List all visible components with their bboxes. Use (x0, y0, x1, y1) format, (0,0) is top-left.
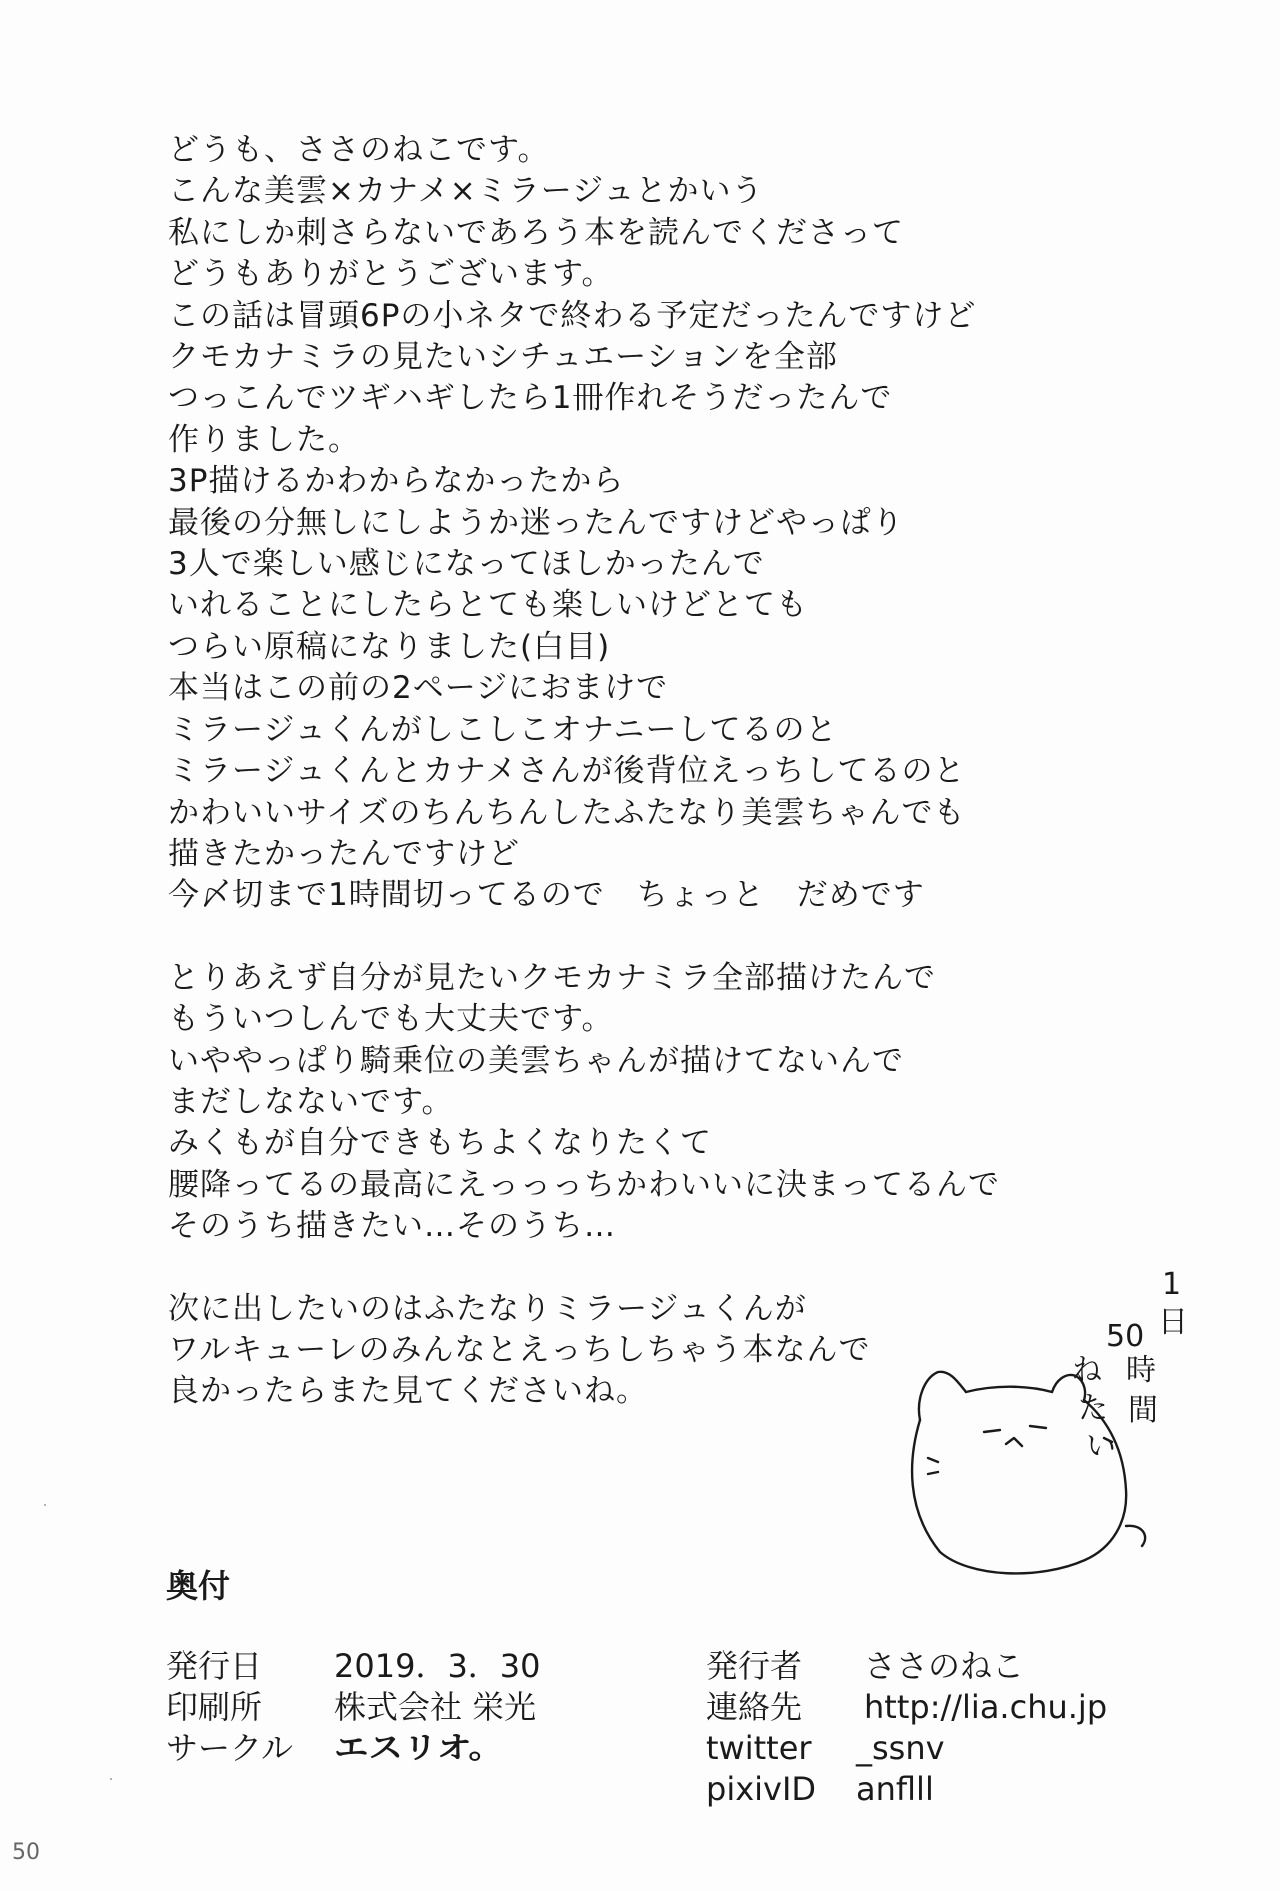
text-line: いややっぱり騎乗位の美雲ちゃんが描けてないんで (168, 1042, 904, 1079)
colophon-value: _ssnv (856, 1729, 945, 1767)
doodle-note-char: 50 (1106, 1319, 1145, 1354)
colophon-label: 印刷所 (166, 1688, 263, 1726)
colophon-title: 奥付 (166, 1567, 231, 1605)
afterword-text (168, 130, 1068, 1413)
text-line: クモカナミラの見たいシチュエーションを全部 (168, 339, 838, 376)
doodle-note-char: い (1086, 1429, 1116, 1464)
text-line: まだしなないです。 (168, 1083, 454, 1120)
colophon-row-publish-date (166, 1646, 541, 1687)
colophon-value: http://lia.chu.jp (864, 1688, 1108, 1726)
colophon-label: twitter (706, 1729, 812, 1767)
cat-doodle-illustration (880, 1260, 1200, 1590)
text-line: 作りました。 (168, 421, 360, 458)
colophon-row-pixiv (706, 1769, 1107, 1810)
colophon-row-publisher (706, 1646, 1107, 1687)
text-line: 私にしか刺さらないであろう本を読んでくださって (168, 214, 904, 251)
colophon-value: 2019．3．30 (334, 1647, 541, 1685)
text-line: つらい原稿になりました(白目) (168, 628, 611, 665)
colophon-row-contact (706, 1687, 1107, 1728)
text-line: いれることにしたらとても楽しいけどとても (168, 587, 808, 624)
colophon-row-twitter (706, 1728, 1107, 1769)
colophon-label: pixivID (706, 1770, 817, 1808)
colophon-value: anflll (856, 1770, 934, 1808)
colophon-left-block (166, 1646, 541, 1769)
text-line: かわいいサイズのちんちんしたふたなり美雲ちゃんでも (168, 794, 966, 831)
text-line: つっこんでツギハギしたら1冊作れそうだったんで (168, 380, 893, 417)
doodle-note-char: ね (1072, 1353, 1102, 1388)
doodle-note-char: 間 (1128, 1393, 1158, 1428)
text-line: 今〆切まで1時間切ってるので ちょっと だめです (168, 877, 925, 914)
text-line: 3人で楽しい感じになってほしかったんで (168, 546, 765, 583)
text-line: 最後の分無しにしようか迷ったんですけどやっぱり (168, 504, 904, 541)
text-line: そのうち描きたい…そのうち… (168, 1208, 616, 1245)
colophon-label: サークル (166, 1729, 294, 1767)
text-line: 良かったらまた見てくださいね。 (168, 1373, 648, 1410)
text-line: ミラージュくんとカナメさんが後背位えっちしてるのと (168, 753, 966, 790)
page-number: 50 (12, 1840, 40, 1865)
colophon-value: 株式会社 栄光 (334, 1688, 537, 1726)
colophon-label: 発行者 (706, 1647, 803, 1685)
text-line: みくもが自分できもちよくなりたくて (168, 1125, 712, 1162)
scan-speck (44, 1504, 46, 1506)
text-line: とりあえず自分が見たいクモカナミラ全部描けたんで (168, 959, 936, 996)
text-line: この話は冒頭6Pの小ネタで終わる予定だったんですけど (168, 297, 977, 334)
text-line: どうも、ささのねこです。 (168, 132, 550, 168)
scan-speck (110, 1778, 112, 1780)
colophon-row-printer (166, 1687, 541, 1728)
afterword-paragraph (168, 958, 1068, 1248)
afterword-paragraph (168, 130, 1068, 917)
text-line: 本当はこの前の2ページにおまけで (168, 670, 669, 707)
text-line: ワルキューレのみんなとえっちしちゃう本なんで (168, 1331, 871, 1368)
text-line: 次に出したいのはふたなりミラージュくんが (168, 1290, 807, 1327)
doodle-note-char: た (1078, 1391, 1108, 1426)
text-line: 3P描けるかわからなかったから (168, 463, 625, 500)
colophon-row-circle (166, 1728, 541, 1769)
circle-logo: エスリオ。 (334, 1731, 504, 1766)
text-line: こんな美雲×カナメ×ミラージュとかいう (168, 173, 764, 210)
colophon-value: ささのねこ (864, 1647, 1025, 1685)
doodle-note-char: 日 (1158, 1305, 1188, 1340)
doodle-note-char: 時 (1126, 1353, 1156, 1388)
text-line: どうもありがとうございます。 (168, 256, 614, 293)
text-line: 描きたかったんですけど (168, 835, 520, 872)
text-line: ミラージュくんがしこしこオナニーしてるのと (168, 711, 838, 748)
text-line: 腰降ってるの最高にえっっっちかわいいに決まってるんで (168, 1166, 1000, 1203)
doodle-note-char: 1 (1162, 1267, 1182, 1302)
colophon-right-block (706, 1646, 1107, 1810)
text-line: もういつしんでも大丈夫です。 (168, 1001, 614, 1038)
colophon-label: 連絡先 (706, 1688, 803, 1726)
colophon-label: 発行日 (166, 1647, 263, 1685)
